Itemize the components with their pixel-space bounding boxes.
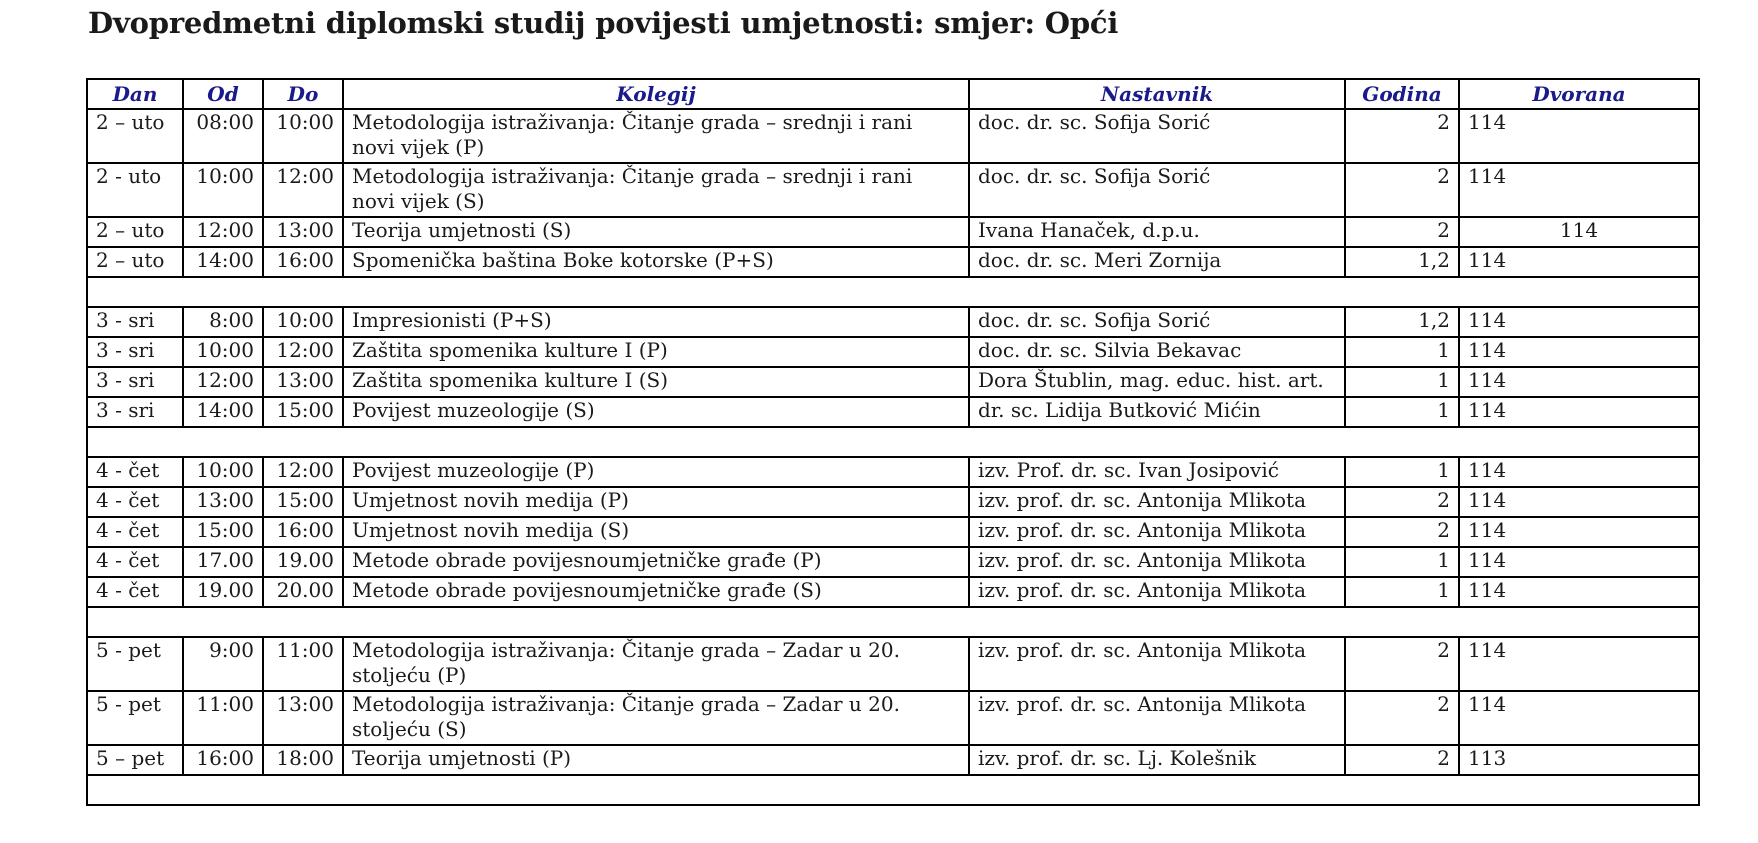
cell-dan: 2 – uto [87,247,183,277]
cell-nastavnik: izv. prof. dr. sc. Antonija Mlikota [969,577,1345,607]
cell-godina: 2 [1345,637,1459,691]
cell-od: 10:00 [183,337,263,367]
cell-kolegij: Umjetnost novih medija (S) [343,517,969,547]
cell-nastavnik: izv. Prof. dr. sc. Ivan Josipović [969,457,1345,487]
cell-dan: 5 - pet [87,637,183,691]
cell-godina: 1 [1345,367,1459,397]
header-dan: Dan [87,79,183,109]
cell-nastavnik: izv. prof. dr. sc. Antonija Mlikota [969,637,1345,691]
cell-godina: 2 [1345,517,1459,547]
cell-dvorana: 114 [1459,397,1699,427]
table-row [87,397,1699,427]
cell-kolegij: Spomenička baština Boke kotorske (P+S) [343,247,969,277]
cell-od: 11:00 [183,691,263,745]
cell-od: 19.00 [183,577,263,607]
cell-kolegij: Metode obrade povijesnoumjetničke građe (S) [343,577,969,607]
cell-kolegij: Povijest muzeologije (P) [343,457,969,487]
cell-dan: 4 - čet [87,487,183,517]
cell-nastavnik: izv. prof. dr. sc. Antonija Mlikota [969,487,1345,517]
cell-godina: 1,2 [1345,247,1459,277]
header-do: Do [263,79,343,109]
spacer-row [87,427,1699,457]
spacer-cell [87,607,1699,637]
header-row [87,79,1699,109]
cell-od: 17.00 [183,547,263,577]
cell-nastavnik: Dora Štublin, mag. educ. hist. art. [969,367,1345,397]
cell-od: 16:00 [183,745,263,775]
cell-dvorana: 114 [1459,517,1699,547]
cell-do: 12:00 [263,337,343,367]
cell-do: 13:00 [263,217,343,247]
cell-kolegij: Metodologija istraživanja: Čitanje grada – Zadar u 20. stoljeću (S) [343,691,969,745]
cell-kolegij: Zaštita spomenika kulture I (S) [343,367,969,397]
header-dvorana: Dvorana [1459,79,1699,109]
cell-nastavnik: izv. prof. dr. sc. Lj. Kolešnik [969,745,1345,775]
cell-godina: 2 [1345,109,1459,163]
cell-nastavnik: dr. sc. Lidija Butković Mićin [969,397,1345,427]
cell-dan: 5 – pet [87,745,183,775]
cell-do: 10:00 [263,307,343,337]
cell-kolegij: Povijest muzeologije (S) [343,397,969,427]
cell-dvorana: 113 [1459,745,1699,775]
cell-dan: 4 - čet [87,517,183,547]
cell-do: 15:00 [263,487,343,517]
cell-do: 12:00 [263,457,343,487]
cell-dan: 3 - sri [87,397,183,427]
cell-dvorana: 114 [1459,247,1699,277]
cell-dvorana: 114 [1459,337,1699,367]
cell-nastavnik: doc. dr. sc. Sofija Sorić [969,163,1345,217]
cell-do: 12:00 [263,163,343,217]
cell-kolegij: Impresionisti (P+S) [343,307,969,337]
cell-godina: 1 [1345,397,1459,427]
cell-dan: 3 - sri [87,307,183,337]
cell-godina: 2 [1345,487,1459,517]
cell-dan: 2 – uto [87,109,183,163]
table-row [87,577,1699,607]
cell-kolegij: Metodologija istraživanja: Čitanje grada – srednji i rani novi vijek (S) [343,163,969,217]
cell-kolegij: Metodologija istraživanja: Čitanje grada – srednji i rani novi vijek (P) [343,109,969,163]
cell-kolegij: Teorija umjetnosti (S) [343,217,969,247]
schedule-table [86,78,1700,806]
cell-dvorana: 114 [1459,577,1699,607]
cell-do: 19.00 [263,547,343,577]
spacer-cell [87,775,1699,805]
table-row [87,163,1699,217]
cell-dan: 4 - čet [87,457,183,487]
cell-nastavnik: doc. dr. sc. Sofija Sorić [969,109,1345,163]
cell-od: 13:00 [183,487,263,517]
spacer-cell [87,427,1699,457]
cell-do: 16:00 [263,247,343,277]
cell-od: 08:00 [183,109,263,163]
cell-godina: 2 [1345,691,1459,745]
table-row [87,487,1699,517]
cell-do: 15:00 [263,397,343,427]
table-row [87,367,1699,397]
header-nastavnik: Nastavnik [969,79,1345,109]
table-row [87,547,1699,577]
cell-dvorana: 114 [1459,217,1699,247]
cell-dvorana: 114 [1459,163,1699,217]
table-row [87,691,1699,745]
spacer-row [87,775,1699,805]
cell-godina: 1 [1345,547,1459,577]
cell-godina: 1 [1345,337,1459,367]
cell-dvorana: 114 [1459,109,1699,163]
cell-nastavnik: izv. prof. dr. sc. Antonija Mlikota [969,517,1345,547]
cell-nastavnik: izv. prof. dr. sc. Antonija Mlikota [969,547,1345,577]
spacer-row [87,607,1699,637]
cell-dan: 3 - sri [87,367,183,397]
cell-godina: 2 [1345,217,1459,247]
table-row [87,337,1699,367]
cell-godina: 1 [1345,577,1459,607]
table-row [87,217,1699,247]
cell-kolegij: Metode obrade povijesnoumjetničke građe (P) [343,547,969,577]
cell-kolegij: Zaštita spomenika kulture I (P) [343,337,969,367]
cell-kolegij: Metodologija istraživanja: Čitanje grada – Zadar u 20. stoljeću (P) [343,637,969,691]
cell-od: 14:00 [183,397,263,427]
cell-dvorana: 114 [1459,547,1699,577]
cell-nastavnik: izv. prof. dr. sc. Antonija Mlikota [969,691,1345,745]
cell-nastavnik: doc. dr. sc. Meri Zornija [969,247,1345,277]
cell-do: 20.00 [263,577,343,607]
cell-do: 18:00 [263,745,343,775]
cell-dan: 3 - sri [87,337,183,367]
cell-do: 13:00 [263,691,343,745]
cell-do: 11:00 [263,637,343,691]
header-od: Od [183,79,263,109]
cell-godina: 2 [1345,163,1459,217]
table-row [87,109,1699,163]
cell-dan: 4 - čet [87,547,183,577]
cell-dan: 2 - uto [87,163,183,217]
cell-dvorana: 114 [1459,367,1699,397]
spacer-cell [87,277,1699,307]
table-row [87,457,1699,487]
cell-od: 9:00 [183,637,263,691]
cell-nastavnik: doc. dr. sc. Silvia Bekavac [969,337,1345,367]
cell-dvorana: 114 [1459,637,1699,691]
cell-dan: 5 - pet [87,691,183,745]
cell-do: 13:00 [263,367,343,397]
cell-do: 10:00 [263,109,343,163]
table-row [87,517,1699,547]
cell-dvorana: 114 [1459,691,1699,745]
cell-nastavnik: Ivana Hanaček, d.p.u. [969,217,1345,247]
cell-od: 12:00 [183,217,263,247]
cell-dvorana: 114 [1459,457,1699,487]
table-row [87,247,1699,277]
cell-dan: 2 – uto [87,217,183,247]
cell-od: 12:00 [183,367,263,397]
cell-od: 10:00 [183,457,263,487]
header-kolegij: Kolegij [343,79,969,109]
cell-kolegij: Umjetnost novih medija (P) [343,487,969,517]
cell-dvorana: 114 [1459,487,1699,517]
header-godina: Godina [1345,79,1459,109]
cell-nastavnik: doc. dr. sc. Sofija Sorić [969,307,1345,337]
cell-godina: 1,2 [1345,307,1459,337]
spacer-row [87,277,1699,307]
cell-godina: 1 [1345,457,1459,487]
cell-do: 16:00 [263,517,343,547]
cell-od: 10:00 [183,163,263,217]
page-title: Dvopredmetni diplomski studij povijesti umjetnosti: smjer: Opći [88,6,1119,40]
table-row [87,307,1699,337]
table-row [87,637,1699,691]
cell-godina: 2 [1345,745,1459,775]
cell-kolegij: Teorija umjetnosti (P) [343,745,969,775]
cell-dan: 4 - čet [87,577,183,607]
cell-od: 8:00 [183,307,263,337]
table-row [87,745,1699,775]
cell-dvorana: 114 [1459,307,1699,337]
cell-od: 15:00 [183,517,263,547]
cell-od: 14:00 [183,247,263,277]
